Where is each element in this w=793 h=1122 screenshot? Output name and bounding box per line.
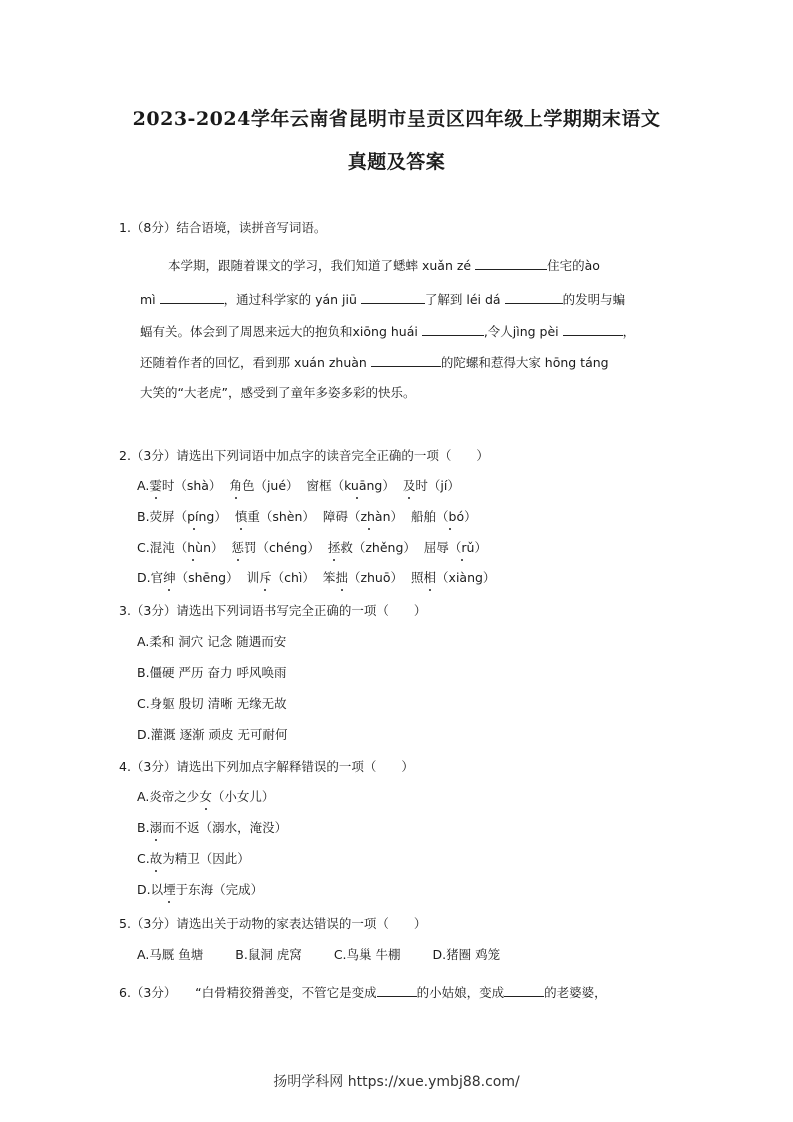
dotted-character: 拯 [327,540,341,555]
footer-watermark: 扬明学科网 https://xue.ymbj88.com/ [273,1074,520,1090]
document-title: 2023-2024学年云南省昆明市呈贡区四年级上学期期末语文 [132,108,661,130]
question-5-option-c: C.鸟巢 牛棚 [333,947,401,962]
dotted-character: 溺 [149,820,163,835]
dotted-character: 屏（píng） [162,509,227,524]
option-letter: B. [137,509,150,524]
option-text: （shēng） [175,570,239,585]
answer-blank[interactable] [160,290,224,304]
question-6-text: 6.（3分） “白骨精狡猾善变，不管它是变成 [119,985,377,1000]
option-text: 色（jué） [241,478,299,493]
option-text: D.官 [137,570,164,585]
question-2-option-b [137,508,477,526]
question-1-stem: 1.（8分）结合语境，读拼音写词语。 [119,220,327,235]
question-1-text: 了解到 léi dá [424,292,505,307]
option-text: （xiàng） [436,570,496,585]
question-6-text: 的小姑娘，变成 [416,985,505,1000]
question-6-text: 的老婆婆， [544,985,607,1000]
option-text: （chì） [271,570,315,585]
option-text: 时（shà） [161,478,222,493]
question-5-option-a: A.马厩 鱼塘 [137,947,204,962]
question-3-option-d: D.灌溉 逐渐 顽皮 无可耐何 [137,727,288,742]
option-text: （小女儿） [211,789,275,804]
question-5-stem: 5.（3分）请选出关于动物的家表达错误的一项（ ） [119,916,427,931]
question-1-line-3 [140,322,635,341]
option-text: D.以 [137,882,164,897]
question-1-line-2 [140,290,625,309]
question-4-option-c [137,850,250,868]
option-letter: B. [137,820,150,835]
question-4-option-a [137,788,274,806]
question-1-text: 还随着作者的回忆，看到那 xuán zhuàn [140,355,371,370]
question-3-option-b: B.僵硬 严历 奋力 呼风唤雨 [137,665,287,680]
answer-blank[interactable] [371,353,441,367]
option-text: 为精卫（因此） [162,851,250,866]
question-1-text: 本学期，跟随着课文的学习，我们知道了蟋蟀 xuǎn zé [168,258,476,273]
option-text: 时（jí） [415,478,460,493]
dotted-character: 堙 [163,882,176,897]
dotted-character: 绅 [163,570,176,585]
option-text: （zhuō） [347,570,404,585]
question-1-text: 蝠有关。体会到了周恩来远大的抱负和xiōng huái [140,324,422,339]
option-letter: C. [137,540,150,555]
answer-blank[interactable] [361,290,425,304]
option-text: 屈 [423,540,437,555]
option-text: 障 [322,509,336,524]
dotted-character: 惩 [231,540,245,555]
option-text: 照 [411,570,424,585]
option-text: 荧 [149,509,163,524]
answer-blank[interactable] [377,983,417,997]
question-2-stem: 2.（3分）请选出下列词语中加点字的读音完全正确的一项（ ） [119,448,489,463]
dotted-character: 相 [423,570,437,585]
question-4-option-b [137,819,287,837]
question-1-text: 住宅的ào [547,258,600,273]
question-5-options [137,946,532,964]
option-text: 船 [411,509,424,524]
option-letter: A. [137,478,150,493]
option-text: 而不返（溺水，淹没） [162,820,288,835]
answer-blank[interactable] [504,983,544,997]
question-1-text: ,令人jìng pèi [483,324,563,339]
dotted-character: 舶（bó） [423,509,477,524]
question-2-option-a [137,477,460,495]
question-5-option-d: D.猪圈 鸡笼 [432,947,501,962]
dotted-character: 霎 [149,478,162,493]
answer-blank[interactable] [505,290,563,304]
dotted-character: 斥 [259,570,272,585]
question-3-option-a: A.柔和 洞穴 记念 随遇而安 [137,634,287,649]
dotted-character: 框（kuāng） [319,478,395,493]
dotted-character: 故 [149,851,163,866]
document-title-line-2: 真题及答案 [347,151,446,173]
dotted-character: 及 [402,478,416,493]
question-4-stem: 4.（3分）请选出下列加点字解释错误的一项（ ） [119,759,414,774]
dotted-character: 角 [229,478,242,493]
option-text: 笨 [322,570,336,585]
question-1-line-5: 大笑的“大老虎”，感受到了童年多姿多彩的快乐。 [140,385,416,400]
question-4-option-d [137,881,263,899]
dotted-character: 慎 [234,509,248,524]
option-text: 混 [149,540,163,555]
question-2-option-c [137,539,487,557]
option-text: A.炎帝之少 [137,789,200,804]
question-1-line-1 [168,256,600,275]
question-3-option-c: C.身躯 殷切 清晰 无缘无故 [137,696,287,711]
answer-blank[interactable] [563,322,623,336]
option-text: 训 [246,570,260,585]
question-1-text: ， [622,324,636,339]
question-1-text: 的发明与蝙 [562,292,626,307]
option-letter: C. [137,851,150,866]
answer-blank[interactable] [475,256,547,270]
dotted-character: 女 [199,789,212,804]
dotted-character: 碍（zhàn） [335,509,404,524]
question-6-stem [119,983,607,1002]
option-text: 于东海（完成） [175,882,264,897]
answer-blank[interactable] [422,322,484,336]
question-3-stem: 3.（3分）请选出下列词语书写完全正确的一项（ ） [119,603,427,618]
dotted-character: 沌（hùn） [162,540,224,555]
option-text: 重（shèn） [247,509,315,524]
option-text: 救（zhěng） [340,540,416,555]
dotted-character: 辱（rǔ） [436,540,487,555]
question-1-text: mì [140,292,160,307]
question-1-text: ，通过科学家的 yán jiū [223,292,361,307]
question-1-line-4 [140,353,609,372]
question-1-text: 的陀螺和惹得大家 hōng táng [440,355,609,370]
option-text: 窗 [306,478,320,493]
dotted-character: 拙 [335,570,348,585]
option-text: 罚（chéng） [244,540,320,555]
question-5-option-b: B.鼠洞 虎窝 [235,947,302,962]
question-2-option-d [137,569,495,587]
